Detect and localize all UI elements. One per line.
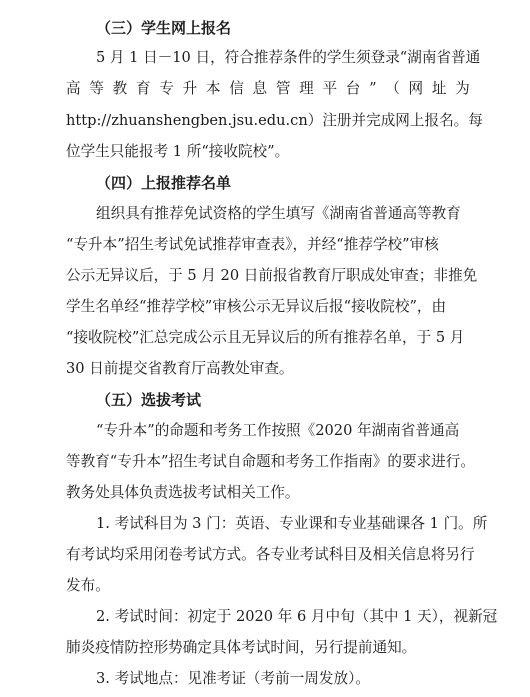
spaced-char: 管	[275, 80, 291, 97]
section-heading-selection-exam: （五）选拔考试	[96, 391, 202, 409]
spaced-char: 育	[135, 80, 151, 97]
spaced-char: 升	[182, 80, 198, 97]
paragraph-line: http://zhuanshengben.jsu.edu.cn）注册并完成网上报名。每	[66, 112, 483, 129]
paragraph-line: “专升本”招生考试免试推荐审查表》，并经“推荐学校”审核	[66, 236, 439, 253]
spaced-char: 台	[345, 80, 361, 97]
paragraph-line: 5 月 1 日－10 日，符合推荐条件的学生须登录“湖南省普通	[96, 49, 481, 66]
paragraph-line: 2. 考试时间：初定于 2020 年 6 月中旬（其中 1 天），视新冠	[96, 608, 498, 625]
section-heading-online-registration: （三）学生网上报名	[96, 19, 232, 37]
paragraph-line: 位学生只能报考 1 所“接收院校”。	[66, 143, 290, 160]
paragraph-line: 发布。	[66, 577, 110, 594]
paragraph-line: 等教育“专升本”招生考试自命题和考务工作指南》的要求进行。	[66, 453, 475, 470]
section-heading-recommend-list: （四）上报推荐名单	[96, 174, 232, 192]
paragraph-line: “接收院校”汇总完成公示且无异议后的所有推荐名单，于 5 月	[66, 329, 465, 346]
paragraph-line: 3. 考试地点：见准考证（考前一周发放）。	[96, 670, 370, 687]
spaced-char: 教	[112, 80, 128, 97]
spaced-char: ”	[369, 80, 377, 97]
paragraph-line: 1. 考试科目为 3 门：英语、专业课和专业基础课各 1 门。所	[96, 515, 488, 532]
spaced-char: 等	[89, 80, 104, 97]
paragraph-line: 有考试均采用闭卷考试方式。各专业考试科目及相关信息将另行	[66, 546, 475, 563]
spaced-char: 高	[66, 80, 81, 97]
paragraph-line: “专升本”的命题和考务工作按照《2020 年湖南省普通高	[96, 422, 460, 439]
spaced-char: 息	[252, 80, 268, 97]
spaced-char: 信	[229, 80, 244, 97]
paragraph-line: 公示无异议后，于 5 月 20 日前报省教育厅职成处审查；非推免	[66, 267, 478, 284]
paragraph-line: 30 日前提交省教育厅高教处审查。	[66, 360, 294, 377]
spaced-char: 专	[159, 80, 174, 97]
spaced-char: （	[385, 80, 400, 97]
spaced-char: 理	[299, 80, 314, 97]
paragraph-line-spaced	[66, 79, 470, 99]
paragraph-line: 组织具有推荐免试资格的学生填写《湖南省普通高等教育	[96, 205, 461, 222]
paragraph-line: 学生名单经“推荐学校”审核公示无异议后报“接收院校”，由	[66, 298, 447, 315]
spaced-char: 为	[455, 80, 470, 97]
spaced-char: 平	[322, 80, 338, 97]
paragraph-line: 肺炎疫情防控形势确定具体考试时间，另行提前通知。	[66, 639, 417, 656]
spaced-char: 本	[205, 80, 221, 97]
paragraph-line: 教务处具体负责选拔考试相关工作。	[66, 484, 300, 501]
spaced-char: 网	[408, 80, 424, 97]
spaced-char: 址	[431, 80, 447, 97]
